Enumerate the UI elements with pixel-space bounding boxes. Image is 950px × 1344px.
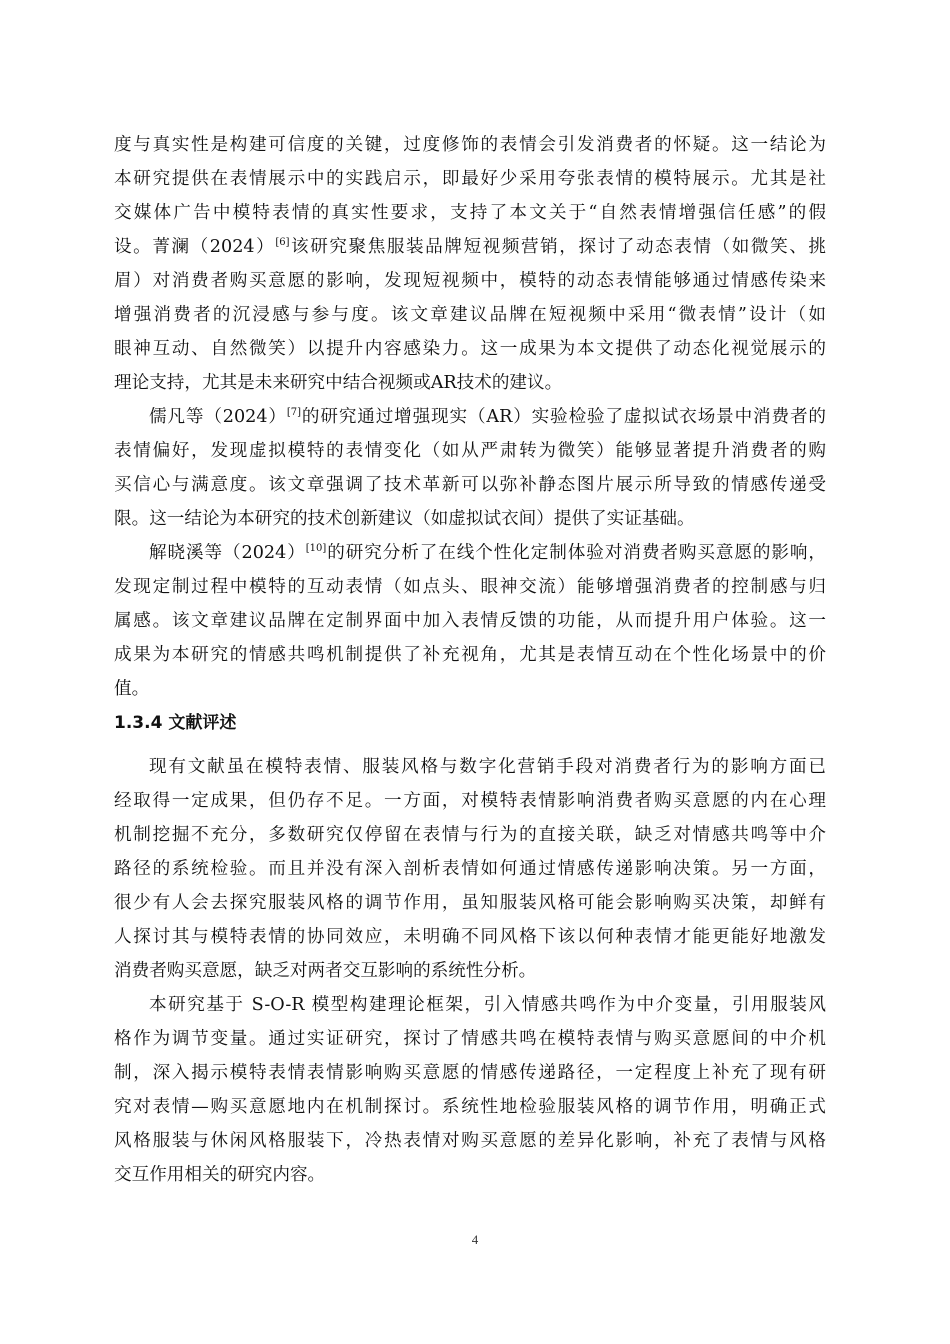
citation-ref: [6] bbox=[275, 237, 290, 248]
text-line: 很少有人会去探究服装风格的调节作用，虽知服装风格可能会影响购买决策，却鲜有 bbox=[114, 893, 826, 913]
citation-ref: [7] bbox=[286, 407, 302, 418]
page-number: 4 bbox=[471, 1232, 479, 1247]
text-line: 理论支持，尤其是未来研究中结合视频或AR技术的建议。 bbox=[114, 373, 563, 393]
text-line: 格作为调节变量。通过实证研究，探讨了情感共鸣在模特表情与购买意愿间的中介机 bbox=[114, 1029, 826, 1049]
text-span: 该研究聚焦服装品牌短视频营销，探讨了动态表情（如微笑、挑 bbox=[289, 237, 826, 257]
text-line: 制，深入揭示模特表情表情影响购买意愿的情感传递路径，一定程度上补充了现有研 bbox=[114, 1063, 826, 1083]
text-line: 风格服装与休闲风格服装下，冷热表情对购买意愿的差异化影响，补充了表情与风格 bbox=[114, 1131, 826, 1151]
citation-author: 解晓溪等（2024） bbox=[149, 543, 306, 563]
text-line: 限。这一结论为本研究的技术创新建议（如虚拟试衣间）提供了实证基础。 bbox=[114, 509, 695, 529]
text-line bbox=[114, 400, 826, 434]
paragraph-4 bbox=[114, 750, 826, 988]
text-line: 交媒体广告中模特表情的真实性要求，支持了本文关于“自然表情增强信任感”的假 bbox=[114, 203, 826, 223]
text-line: 增强消费者的沉浸感与参与度。该文章建议品牌在短视频中采用“微表情”设计（如 bbox=[114, 305, 826, 325]
text-line bbox=[114, 230, 826, 264]
text-span: 的研究通过增强现实（AR）实验检验了虚拟试衣场景中消费者的 bbox=[301, 407, 826, 427]
text-line: 消费者购买意愿，缺乏对两者交互影响的系统性分析。 bbox=[114, 961, 537, 981]
citation-ref: [10] bbox=[305, 543, 327, 554]
text-line: 度与真实性是构建可信度的关键，过度修饰的表情会引发消费者的怀疑。这一结论为 bbox=[114, 135, 826, 155]
text-line bbox=[114, 536, 826, 570]
paragraph-5 bbox=[114, 988, 826, 1192]
body-text-block-2 bbox=[114, 750, 826, 1192]
paragraph-3 bbox=[114, 536, 826, 706]
text-line: 经取得一定成果，但仍存不足。一方面，对模特表情影响消费者购买意愿的内在心理 bbox=[114, 791, 826, 811]
text-line: 属感。该文章建议品牌在定制界面中加入表情反馈的功能，从而提升用户体验。这一 bbox=[114, 611, 826, 631]
text-line: 眼神互动、自然微笑）以提升内容感染力。这一成果为本文提供了动态化视觉展示的 bbox=[114, 339, 826, 359]
text-span: 的研究分析了在线个性化定制体验对消费者购买意愿的影响， bbox=[326, 543, 826, 563]
text-line: 人探讨其与模特表情的协同效应，未明确不同风格下该以何种表情才能更能好地激发 bbox=[114, 927, 826, 947]
text-line: 表情偏好，发现虚拟模特的表情变化（如从严肃转为微笑）能够显著提升消费者的购 bbox=[114, 441, 826, 461]
body-text-block-1 bbox=[114, 128, 826, 706]
text-line: 路径的系统检验。而且并没有深入剖析表情如何通过情感传递影响决策。另一方面， bbox=[114, 859, 826, 879]
text-line: 本研究基于 S-O-R 模型构建理论框架，引入情感共鸣作为中介变量，引用服装风 bbox=[149, 995, 826, 1015]
text-line: 究对表情—购买意愿地内在机制探讨。系统性地检验服装风格的调节作用，明确正式 bbox=[114, 1097, 826, 1117]
text-line: 成果为本研究的情感共鸣机制提供了补充视角，尤其是表情互动在个性化场景中的价 bbox=[114, 645, 826, 665]
section-heading: 1.3.4 文献评述 bbox=[114, 713, 237, 733]
paragraph-2 bbox=[114, 400, 826, 536]
citation-author: 儒凡等（2024） bbox=[149, 407, 287, 427]
text-line: 本研究提供在表情展示中的实践启示，即最好少采用夸张表情的模特展示。尤其是社 bbox=[114, 169, 826, 189]
text-line: 眉）对消费者购买意愿的影响，发现短视频中，模特的动态表情能够通过情感传染来 bbox=[114, 271, 826, 291]
paragraph-1 bbox=[114, 128, 826, 400]
citation-author: 设。菁澜（2024） bbox=[114, 237, 276, 257]
text-line: 发现定制过程中模特的互动表情（如点头、眼神交流）能够增强消费者的控制感与归 bbox=[114, 577, 826, 597]
text-line: 现有文献虽在模特表情、服装风格与数字化营销手段对消费者行为的影响方面已 bbox=[149, 757, 826, 777]
text-line: 值。 bbox=[114, 679, 150, 699]
text-line: 机制挖掘不充分，多数研究仅停留在表情与行为的直接关联，缺乏对情感共鸣等中介 bbox=[114, 825, 826, 845]
text-line: 交互作用相关的研究内容。 bbox=[114, 1165, 326, 1185]
text-line: 买信心与满意度。该文章强调了技术革新可以弥补静态图片展示所导致的情感传递受 bbox=[114, 475, 826, 495]
